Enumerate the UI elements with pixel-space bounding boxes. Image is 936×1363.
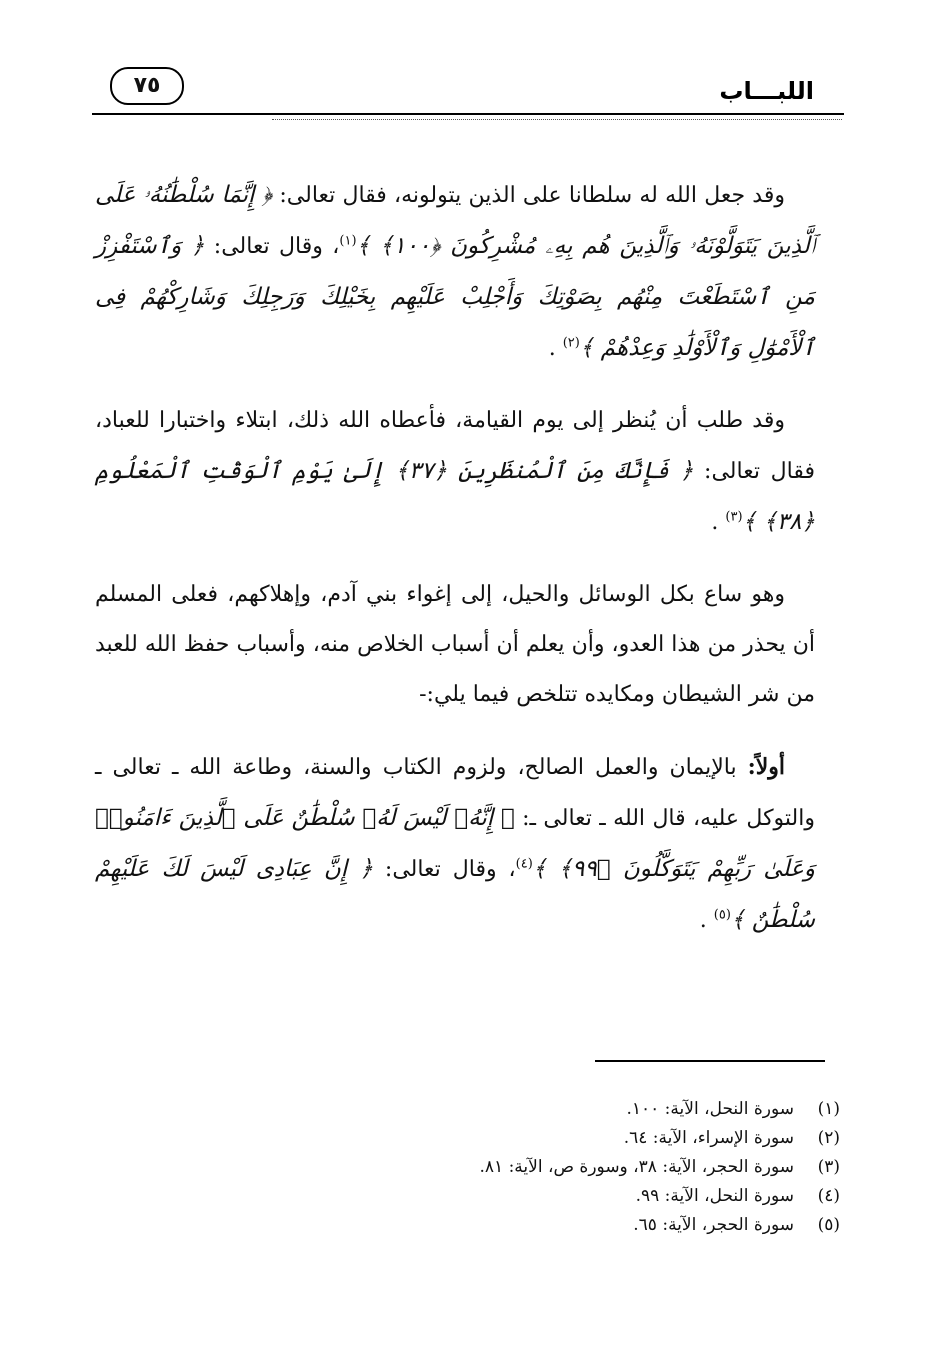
paragraph-text: ، وقال تعالى: <box>204 234 340 259</box>
footnote-ref: (٣) <box>725 509 743 525</box>
footnote-number: (٢) <box>817 1128 840 1148</box>
paragraph-2 <box>95 396 815 548</box>
footnote <box>300 1095 840 1124</box>
footnote-ref: (٤) <box>515 856 533 872</box>
footnote-ref: (٥) <box>713 907 731 923</box>
quran-verse: ﴿ إِنَّ عِبَادِى لَيْسَ لَكَ عَلَيْهِمْ سُلْطَٰنٌ ﴾ <box>95 856 815 933</box>
body-text <box>95 170 815 968</box>
quran-verse: ﴿ إِنَّمَا سُلْطَٰنُهُۥ عَلَى ٱلَّذِينَ يَتَوَلَّوْنَهُۥ وَٱلَّذِينَ هُم بِهِۦ مُشْرِكُونَ ﴿١٠٠﴾ ﴾ <box>95 182 815 259</box>
paragraph-text: بالإيمان والعمل الصالح، ولزوم الكتاب والسنة، وطاعة الله ـ تعالى ـ والتوكل عليه، قال الله ـ تعالى ـ: <box>95 755 815 831</box>
footnote-text: سورة الحجر، الآية: ٦٥. <box>633 1215 794 1235</box>
header-rule-dotted <box>272 119 842 120</box>
footnote <box>300 1182 840 1211</box>
footnote <box>300 1153 840 1182</box>
page-header <box>92 55 844 130</box>
paragraph-text: ، وقال تعالى: <box>372 857 516 882</box>
paragraph-lead: أولاً: <box>747 754 785 780</box>
footnote <box>300 1124 840 1153</box>
footnote-number: (٤) <box>817 1186 840 1206</box>
footnote-ref: (٢) <box>562 335 580 351</box>
quran-verse: ﴿ وَٱسْتَفْزِزْ مَنِ ٱسْتَطَعْتَ مِنْهُم بِصَوْتِكَ وَأَجْلِبْ عَلَيْهِم بِخَيْلِكَ وَرَجِلِكَ وَشَارِكْهُمْ فِى ٱلْأَمْوَٰلِ وَٱلْأَوْلَٰدِ وَعِدْهُمْ ﴾ <box>95 233 815 361</box>
header-rule <box>92 113 844 115</box>
paragraph-text: . <box>548 336 563 361</box>
footnote-text: سورة الحجر، الآية: ٣٨، وسورة ص، الآية: ٨١. <box>479 1157 794 1177</box>
footnote-rule <box>595 1060 825 1062</box>
footnote-number: (٣) <box>817 1157 840 1177</box>
running-title: اللبـــاب <box>719 77 814 105</box>
footnote-text: سورة النحل، الآية: ٩٩. <box>635 1186 794 1206</box>
page-number: ٧٥ <box>110 67 184 105</box>
paragraph-text: وقد طلب أن يُنظر إلى يوم القيامة، فأعطاه الله ذلك، ابتلاء واختبارا للعباد، فقال تعالى: <box>95 408 816 484</box>
footnote-text: سورة الإسراء، الآية: ٦٤. <box>623 1128 794 1148</box>
footnote <box>300 1211 840 1240</box>
footnote-ref: (١) <box>339 233 357 249</box>
footnote-number: (٥) <box>817 1215 840 1235</box>
paragraph-text: وقد جعل الله له سلطانا على الذين يتولونه، فقال تعالى: <box>272 183 785 208</box>
paragraph-3 <box>95 570 815 720</box>
footnote-text: سورة النحل، الآية: ١٠٠. <box>626 1099 794 1119</box>
paragraph-text: وهو ساع بكل الوسائل والحيل، إلى إغواء بني آدم، وإهلاكهم، فعلى المسلم أن يحذر من هذا العدو، وأن يعلم أن أسباب الخلاص منه، وأسباب حفظ الله للعبد من شر الشيطان ومكايده تتلخص فيما يلي:- <box>95 582 815 707</box>
quran-verse: ﴿ إِنَّهُۥ لَيْسَ لَهُۥ سُلْطَٰنٌ عَلَى ٱلَّذِينَ ءَامَنُوا۟ وَعَلَىٰ رَبِّهِمْ يَتَوَكَّلُونَ ﴿٩٩﴾ ﴾ <box>95 805 815 882</box>
paragraph-text: . <box>711 510 726 535</box>
quran-verse: ﴿ فَإِنَّكَ مِنَ ٱلْمُنظَرِينَ ﴿٣٧﴾ إِلَىٰ يَوْمِ ٱلْوَقْتِ ٱلْمَعْلُومِ ﴿٣٨﴾ ﴾ <box>95 458 815 535</box>
paragraph-4 <box>95 742 815 946</box>
paragraph-1 <box>95 170 815 374</box>
footnote-number: (١) <box>817 1099 840 1119</box>
footnotes <box>300 1095 840 1240</box>
paragraph-text: . <box>699 908 714 933</box>
